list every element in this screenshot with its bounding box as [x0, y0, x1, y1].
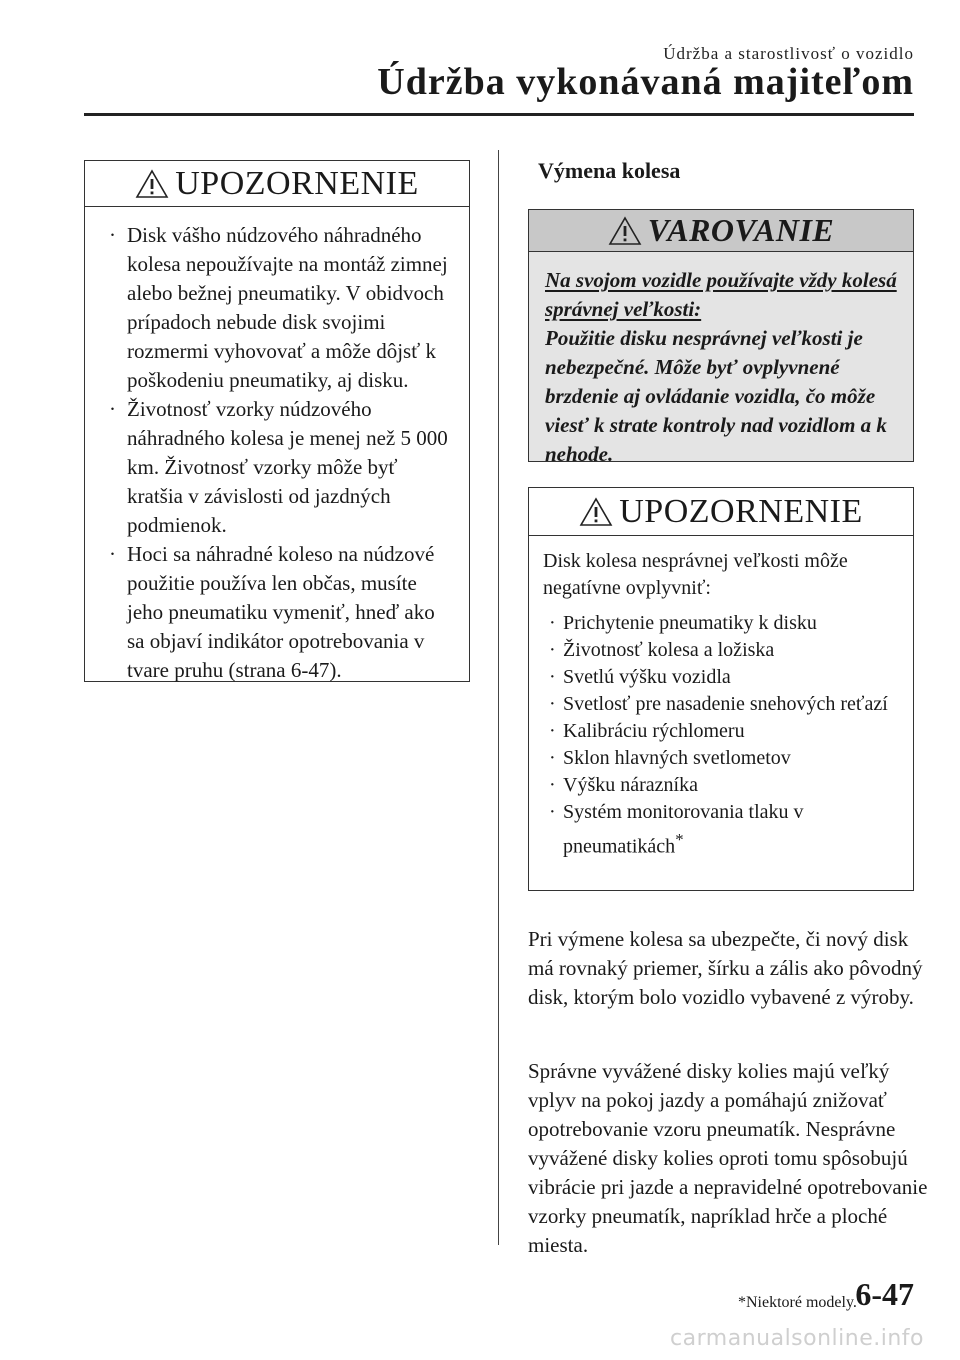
- caution-box-left-header: [85, 161, 469, 207]
- list-item: · Kalibráciu rýchlomeru: [549, 720, 745, 742]
- column-divider: [498, 150, 499, 1245]
- page-title: Údržba vykonávaná majiteľom: [377, 61, 914, 103]
- warning-triangle-icon: [608, 216, 642, 246]
- header-section: Údržba a starostlivosť o vozidlo: [663, 44, 914, 63]
- warning-text: Použitie disku nesprávnej veľkosti je nebezpečné. Môže byť ovplyvnené brzdenie aj ovládanie vozidla, čo môže viesť k strate kontroly nad vozidlom a k nehode.: [545, 326, 887, 466]
- footnote-asterisk: *: [675, 830, 684, 849]
- warning-triangle-icon: [579, 497, 613, 527]
- watermark: carmanualsonline.info: [670, 1326, 924, 1351]
- page-number: 6-47: [855, 1276, 914, 1312]
- caution-title: UPOZORNENIE: [619, 492, 863, 530]
- header-rule: [84, 113, 914, 116]
- list-item: · Výšku nárazníka: [549, 774, 698, 796]
- caution-box-right-header: [529, 488, 913, 536]
- section-title: Výmena kolesa: [538, 158, 681, 183]
- list-item: · Prichytenie pneumatiky k disku: [549, 612, 817, 634]
- list-item: · Životnosť vzorky núdzového náhradného kolesa je menej než 5 000 km. Životnosť vzorky môže byť kratšia v závislosti od jazdných podmienok.: [109, 397, 448, 537]
- caution-intro: Disk kolesa nesprávnej veľkosti môže negatívne ovplyvniť:: [543, 550, 848, 599]
- body-paragraph: Správne vyvážené disky kolies majú veľký vplyv na pokoj jazdy a pomáhajú znižovať opotrebovanie vzoru pneumatík. Nesprávne vyvážené disky kolies oproti tomu spôsobujú vibrácie pri jazde a nepravidelné opotrebovanie vzorky pneumatík, napríklad hrče a ploché miesta.: [528, 1059, 928, 1257]
- warning-title: VAROVANIE: [647, 212, 835, 248]
- list-item: · Svetlú výšku vozidla: [549, 666, 731, 688]
- list-item: · Hoci sa náhradné koleso na núdzové použitie používa len občas, musíte jeho pneumatiku vymeniť, hneď ako sa objaví indikátor opotrebovania v tvare pruhu (strana 6-47).: [109, 542, 435, 682]
- caution-title: UPOZORNENIE: [175, 164, 419, 202]
- footnote: *Niektoré modely.: [738, 1294, 857, 1311]
- list-item: · Sklon hlavných svetlometov: [549, 747, 791, 769]
- warning-box: [528, 209, 914, 466]
- caution-box-left: [84, 160, 470, 682]
- list-item: · Svetlosť pre nasadenie snehových reťazí: [549, 693, 888, 715]
- caution-box-right: [528, 487, 914, 891]
- warning-lead: Na svojom vozidle používajte vždy kolesá správnej veľkosti:: [545, 268, 897, 321]
- body-paragraph: Pri výmene kolesa sa ubezpečte, či nový disk má rovnaký priemer, šírku a zális ako pôvodný disk, ktorým bolo vozidlo vybavené z výroby.: [528, 927, 923, 1009]
- warning-box-header: [529, 210, 913, 252]
- list-item: · Životnosť kolesa a ložiska: [549, 639, 775, 661]
- list-item: · Disk vášho núdzového náhradného kolesa nepoužívajte na montáž zimnej alebo bežnej pneumatiky. V obidvoch prípadoch nebude disk svojimi rozmermi vyhovovať a môže dôjsť k poškodeniu pneumatiky, aj disku.: [109, 223, 448, 392]
- list-item: · Systém monitorovania tlaku v pneumatikách*: [549, 801, 804, 858]
- warning-triangle-icon: [135, 169, 169, 199]
